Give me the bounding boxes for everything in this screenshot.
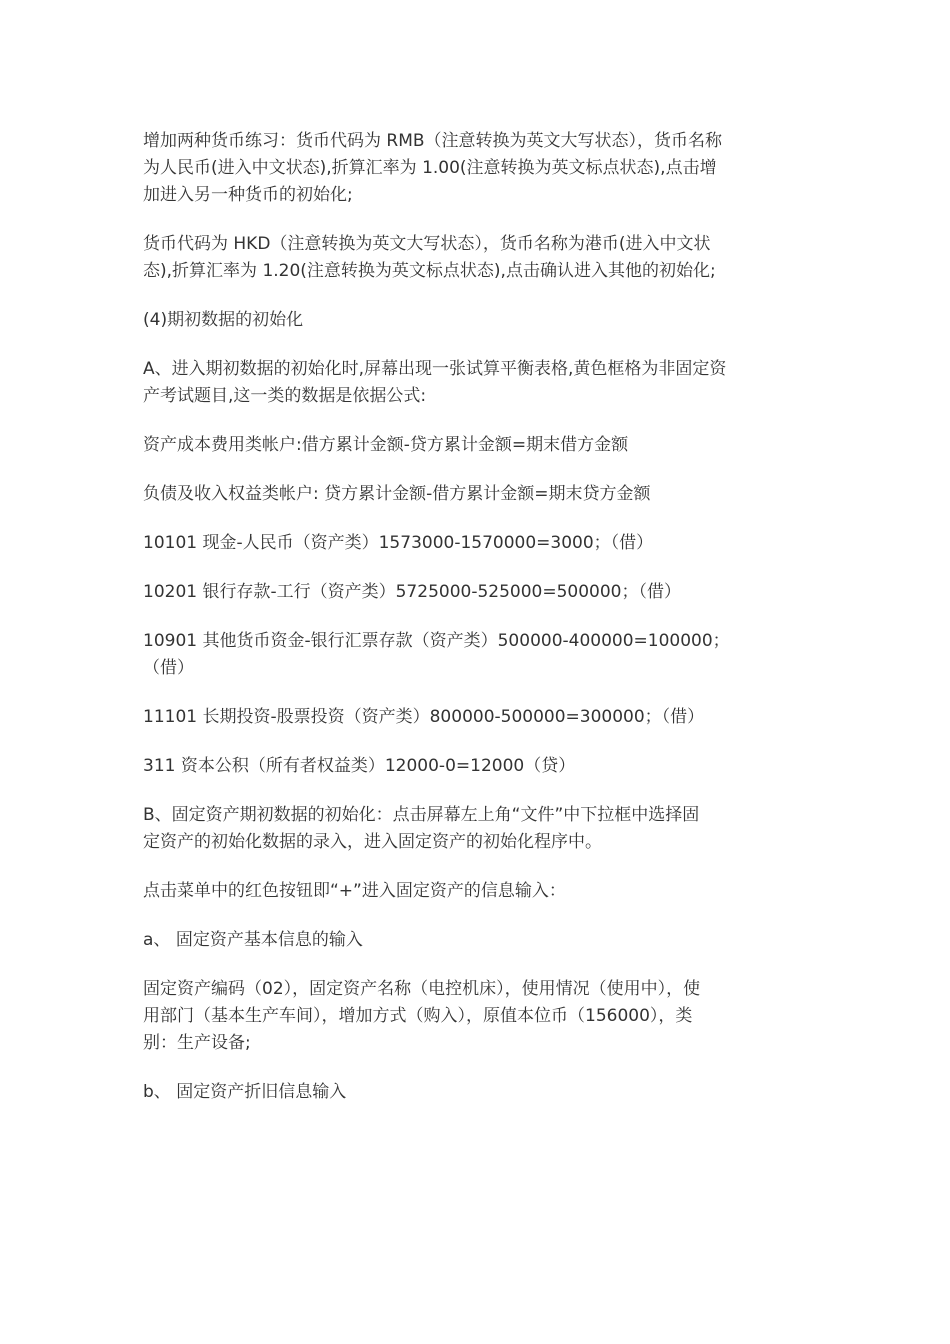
entry-311 (143, 753, 808, 780)
paragraph-basic-info-details (143, 976, 808, 1057)
text-line: 加进入另一种货币的初始化; (143, 185, 353, 205)
paragraph-currency-rmb (143, 128, 808, 209)
text-line: 10901 其他货币资金-银行汇票存款（资产类）500000-400000=100000； (143, 631, 730, 651)
paragraph-fixed-asset-init (143, 802, 808, 856)
text-line: 311 资本公积（所有者权益类）12000-0=12000（贷） (143, 756, 576, 776)
text-line: 为人民币(进入中文状态),折算汇率为 1.00(注意转换为英文标点状态),点击增 (143, 158, 717, 178)
text-line: a、 固定资产基本信息的输入 (143, 930, 363, 950)
text-line: b、 固定资产折旧信息输入 (143, 1082, 347, 1102)
text-line: B、固定资产期初数据的初始化：点击屏幕左上角“文件”中下拉框中选择固 (143, 805, 700, 825)
text-line: 资产成本费用类帐户:借方累计金额-贷方累计金额=期末借方金额 (143, 435, 629, 455)
entry-10101 (143, 530, 808, 557)
paragraph-add-button-instruction (143, 878, 808, 905)
text-line: 定资产的初始化数据的录入，进入固定资产的初始化程序中。 (143, 832, 602, 852)
text-line: 固定资产编码（02），固定资产名称（电控机床），使用情况（使用中），使 (143, 979, 701, 999)
text-line: 用部门（基本生产车间），增加方式（购入），原值本位币（156000），类 (143, 1006, 693, 1026)
section-heading-opening-data (143, 307, 808, 334)
entry-10201 (143, 579, 808, 606)
text-line: 货币代码为 HKD（注意转换为英文大写状态），货币名称为港币(进入中文状 (143, 234, 711, 254)
text-line: 负债及收入权益类帐户: 贷方累计金额-借方累计金额=期末贷方金额 (143, 484, 651, 504)
document-body (143, 128, 808, 1128)
text-line: 增加两种货币练习：货币代码为 RMB（注意转换为英文大写状态），货币名称 (143, 131, 723, 151)
entry-10901 (143, 628, 808, 682)
text-line: 态),折算汇率为 1.20(注意转换为英文标点状态),点击确认进入其他的初始化; (143, 261, 716, 281)
entry-11101 (143, 704, 808, 731)
subheading-depreciation-info (143, 1079, 808, 1106)
text-line: 10101 现金-人民币（资产类）1573000-1570000=3000；（借） (143, 533, 654, 553)
formula-liability-accounts (143, 481, 808, 508)
text-line: 别：生产设备; (143, 1033, 251, 1053)
text-line: 点击菜单中的红色按钮即“+”进入固定资产的信息输入： (143, 881, 566, 901)
text-line: 10201 银行存款-工行（资产类）5725000-525000=500000；（借） (143, 582, 681, 602)
text-line: (4)期初数据的初始化 (143, 310, 304, 330)
text-line: A、进入期初数据的初始化时,屏幕出现一张试算平衡表格,黄色框格为非固定资 (143, 359, 727, 379)
paragraph-opening-data-intro (143, 356, 808, 410)
subheading-basic-info (143, 927, 808, 954)
text-line: 11101 长期投资-股票投资（资产类）800000-500000=300000；（借） (143, 707, 705, 727)
text-line: （借） (143, 658, 194, 678)
formula-asset-accounts (143, 432, 808, 459)
text-line: 产考试题目,这一类的数据是依据公式: (143, 386, 427, 406)
paragraph-currency-hkd (143, 231, 808, 285)
